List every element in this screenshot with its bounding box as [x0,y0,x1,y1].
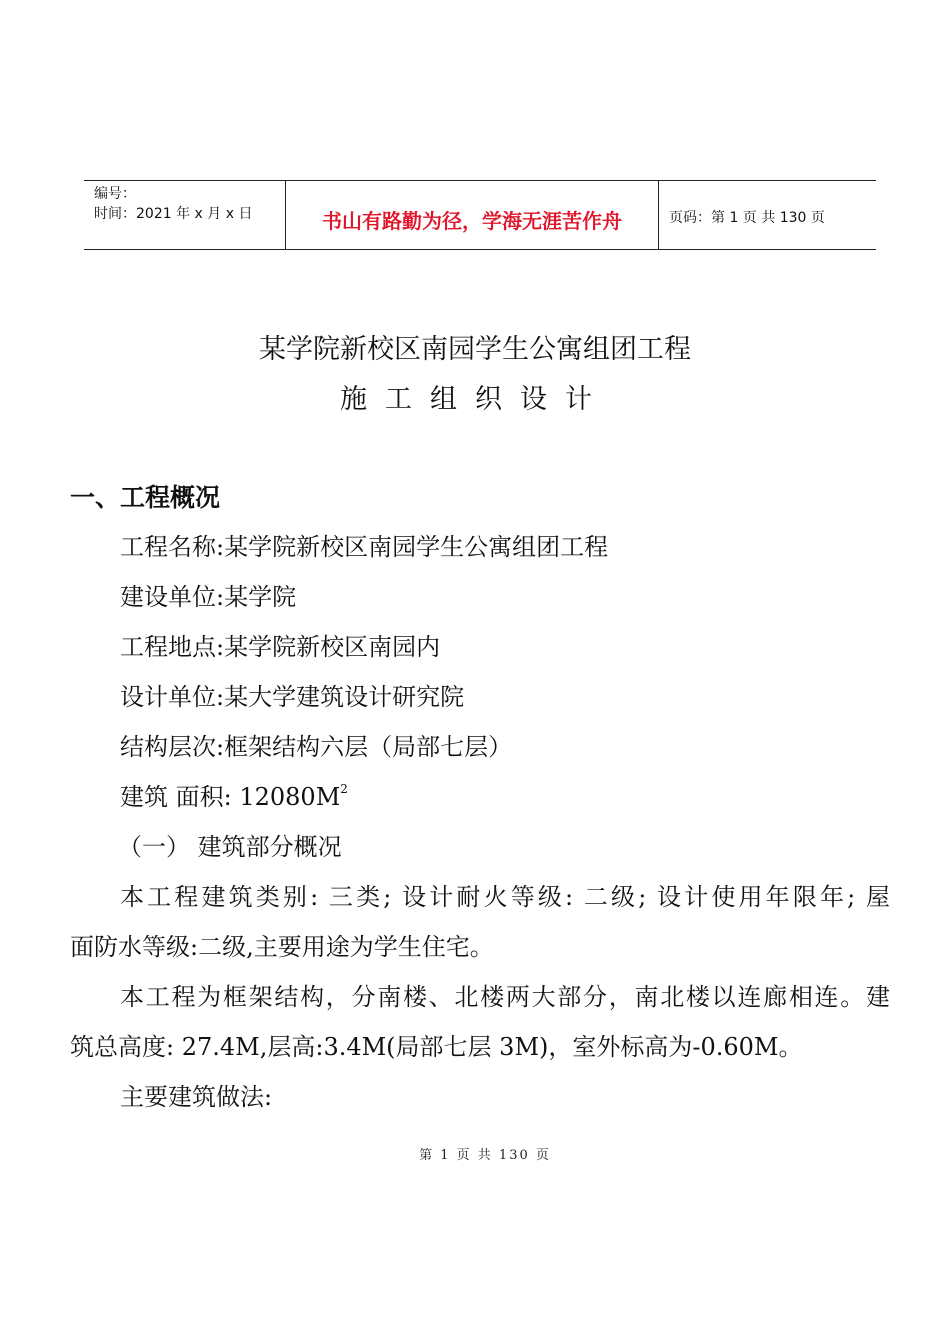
para1-line2: 面防水等级:二级,主要用途为学生住宅。 [70,933,494,961]
header-motto-cell [286,181,659,249]
document-subtitle: 施工组织设计 [340,384,610,415]
field-location: 工程地点:某学院新校区南园内 [120,633,441,661]
para1-line1: 本工程建筑类别: 三类; 设计耐火等级: 二级; 设计使用年限年; 屋 [120,883,890,911]
field-project-name: 工程名称:某学院新校区南园学生公寓组团工程 [120,533,609,561]
field-area [120,780,348,814]
methods-heading: 主要建筑做法: [120,1083,273,1111]
area-text: 建筑 面积: 12080M [120,783,341,811]
area-superscript: 2 [340,782,348,796]
para2-line1: 本工程为框架结构，分南楼、北楼两大部分，南北楼以连廊相连。建 [120,983,890,1011]
code-label: 编号： [94,186,136,202]
page-footer: 第 1 页 共 130 页 [419,1148,551,1163]
date-line: 时间：2021 年 x 月 x 日 [94,206,253,222]
field-structure: 结构层次:框架结构六层（局部七层） [120,733,513,761]
header-info-cell [84,181,286,249]
document-title: 某学院新校区南园学生公寓组团工程 [259,334,691,365]
page-number-label: 页码：第 1 页 共 130 页 [669,210,825,226]
section-heading: 一、工程概况 [70,483,221,512]
para2-line2: 筑总高度: 27.4M,层高:3.4M(局部七层 3M)，室外标高为-0.60M。 [70,1033,803,1061]
header-page-cell [659,181,876,249]
motto-text: 书山有路勤为径，学海无涯苦作舟 [322,209,622,233]
field-client: 建设单位:某学院 [120,583,297,611]
subsection-heading: （一） 建筑部分概况 [118,833,342,861]
header-table [84,180,876,250]
field-designer: 设计单位:某大学建筑设计研究院 [120,683,465,711]
